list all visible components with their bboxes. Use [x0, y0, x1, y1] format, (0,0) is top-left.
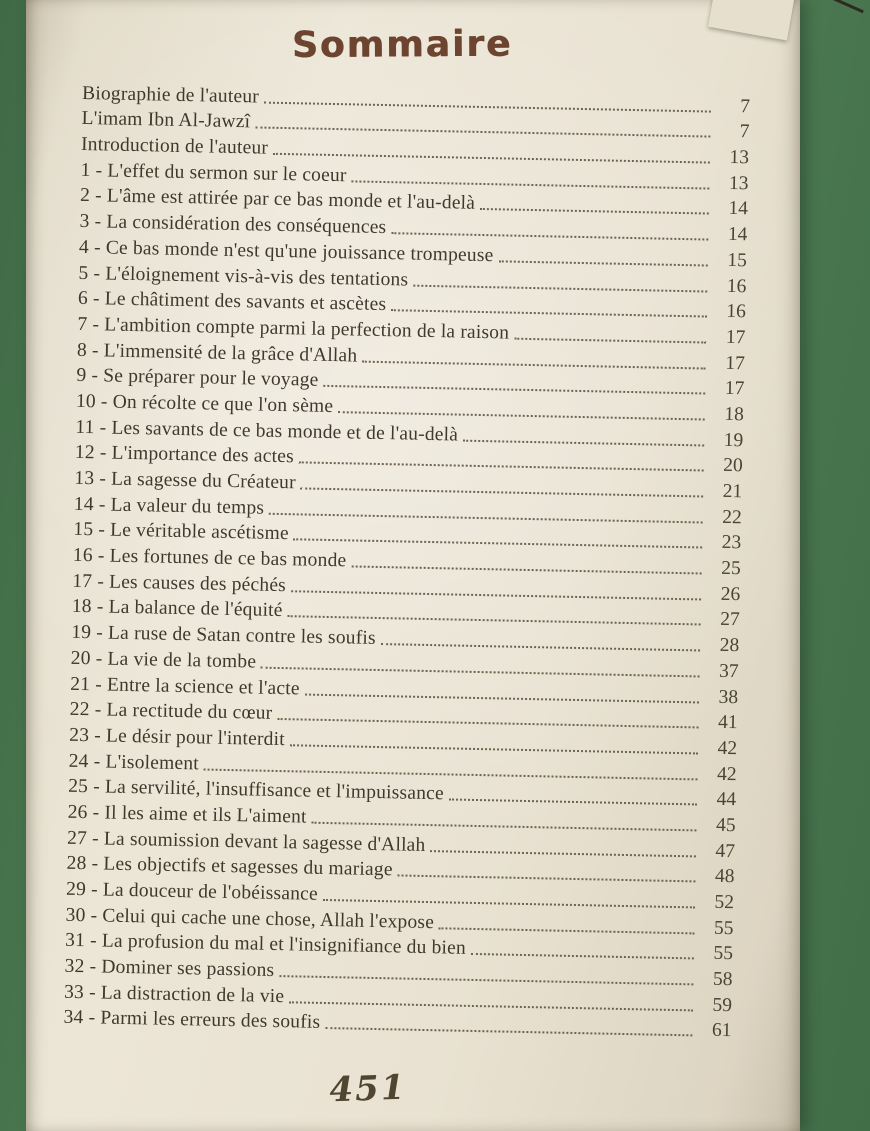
toc-entry-page-number: 19: [723, 429, 744, 451]
toc-entry-label: Biographie de l'auteur: [81, 82, 260, 108]
toc-leader-dots: [471, 953, 694, 959]
toc-entry-page-number: 44: [716, 789, 737, 811]
toc-entry-page-number: 45: [715, 814, 736, 837]
toc-leader-dots: [514, 338, 706, 344]
toc-entry-label: 28 - Les objectifs et sagesses du mariage: [66, 853, 393, 881]
toc-entry-label: 12 - L'importance des actes: [74, 442, 295, 468]
toc-leader-dots: [498, 260, 707, 266]
toc-entry-page-number: 61: [711, 1020, 732, 1042]
toc-entry-label: 19 - La ruse de Satan contre les soufis: [71, 621, 376, 650]
toc-entry-label: 8 - L'immensité de la grâce d'Allah: [76, 339, 358, 367]
toc-entry-label: 21 - Entre la science et l'acte: [70, 673, 300, 699]
toc-leader-dots: [463, 439, 704, 446]
toc-leader-dots: [439, 927, 695, 934]
toc-entry-label: 30 - Celui qui cache une chose, Allah l'expose: [65, 904, 435, 933]
toc-entry-label: 11 - Les savants de ce bas monde et de l'au-delà: [75, 416, 459, 446]
toc-entry-label: 31 - La profusion du mal et l'insignifiance du bien: [64, 930, 467, 960]
toc-entry-page-number: 42: [717, 737, 738, 760]
toc-title: Sommaire: [291, 23, 513, 67]
toc-entry-page-number: 37: [718, 660, 739, 683]
toc-entry-label: 17 - Les causes des péchés: [72, 570, 287, 596]
toc-entry-page-number: 18: [724, 403, 745, 426]
toc-entry-page-number: 47: [715, 840, 736, 862]
toc-entry-page-number: 7: [739, 121, 750, 143]
toc-leader-dots: [480, 208, 709, 215]
toc-entry-page-number: 14: [728, 198, 749, 220]
toc-entry-label: 20 - La vie de la tombe: [70, 647, 257, 673]
toc-entry-page-number: 55: [713, 943, 734, 965]
toc-entry-label: 10 - On récolte ce que l'on sème: [75, 390, 334, 417]
toc-entry-page-number: 59: [712, 994, 733, 1016]
page-content: [26, 0, 800, 1044]
toc-entry-label: 2 - L'âme est attirée par ce bas monde et l'au-delà: [79, 185, 476, 215]
toc-entry-page-number: 42: [716, 763, 737, 785]
toc-entry-label: 25 - La servilité, l'insuffisance et l'impuissance: [67, 776, 445, 805]
toc-entry-page-number: 14: [727, 224, 748, 246]
toc-entry-label: 6 - Le châtiment des savants et ascètes: [77, 288, 387, 316]
toc-entry-label: 14 - La valeur du temps: [73, 493, 265, 519]
book-page: [26, 0, 800, 1131]
toc-entry-label: 27 - La soumission devant la sagesse d'Allah: [66, 827, 426, 856]
toc-entry-page-number: 38: [718, 686, 739, 708]
toc-entry-label: 4 - Ce bas monde n'est qu'une jouissance trompeuse: [78, 236, 494, 267]
footer-page-number: 451: [328, 1067, 408, 1111]
toc-entry-page-number: 41: [717, 712, 738, 734]
toc-entry-label: 24 - L'isolement: [68, 750, 200, 774]
toc-entry-page-number: 52: [714, 891, 735, 914]
toc-entry-label: 22 - La rectitude du cœur: [69, 699, 273, 725]
toc-entry-page-number: 15: [727, 249, 748, 272]
toc-entry-page-number: 13: [729, 147, 750, 169]
toc-entry-label: 15 - Le véritable ascétisme: [73, 519, 290, 545]
toc-leader-dots: [398, 875, 696, 883]
toc-entry-page-number: 28: [719, 634, 740, 657]
toc-entry-label: 29 - La douceur de l'obéissance: [65, 878, 319, 905]
toc-entry-label: 13 - La sagesse du Créateur: [74, 467, 297, 494]
toc-entry-label: 16 - Les fortunes de ce bas monde: [72, 544, 347, 572]
toc-leader-dots: [413, 284, 707, 292]
toc-entry-label: 9 - Se préparer pour le voyage: [76, 365, 319, 391]
toc-entry-label: L'imam Ibn Al-Jawzî: [81, 108, 251, 133]
toc-entry-page-number: 48: [714, 866, 735, 888]
toc-entry-page-number: 58: [712, 968, 733, 991]
toc-entry-page-number: 23: [721, 532, 742, 554]
toc-entry-page-number: 21: [722, 480, 743, 503]
toc-entry-page-number: 7: [740, 95, 751, 118]
toc-entry-page-number: 17: [725, 352, 746, 374]
toc-entry-label: 26 - Il les aime et ils L'aiment: [67, 801, 307, 828]
toc-entry-page-number: 20: [723, 455, 743, 477]
toc-entry-label: Introduction de l'auteur: [80, 133, 269, 159]
toc-entry-label: 34 - Parmi les erreurs des soufis: [63, 1007, 321, 1034]
toc-leader-dots: [325, 1027, 692, 1036]
toc-entry-page-number: 26: [720, 583, 741, 605]
toc-entry-page-number: 17: [724, 378, 745, 400]
toc-entry-page-number: 16: [726, 275, 747, 297]
toc-entry-page-number: 17: [725, 326, 746, 349]
toc-entry-page-number: 22: [722, 506, 742, 528]
toc-entry-page-number: 55: [713, 917, 734, 939]
toc-entry-page-number: 25: [721, 557, 741, 580]
toc-leader-dots: [449, 799, 697, 806]
toc-leader-dots: [430, 850, 696, 857]
toc-entry-page-number: 13: [728, 172, 749, 195]
toc-entry-page-number: 16: [726, 301, 747, 323]
toc-entry-label: 23 - Le désir pour l'interdit: [69, 724, 286, 751]
toc-entry-label: 1 - L'effet du sermon sur le coeur: [80, 159, 347, 187]
toc-entry-label: 3 - La considération des conséquences: [79, 211, 387, 239]
toc-entry-label: 7 - L'ambition compte parmi la perfection de la raison: [77, 313, 510, 344]
toc-entry-page-number: 27: [719, 609, 740, 631]
toc-entry-label: 33 - La distraction de la vie: [63, 981, 285, 1007]
toc-entry-label: 5 - L'éloignement vis-à-vis des tentations: [78, 262, 409, 291]
toc-list: [63, 79, 750, 1043]
toc-entry-label: 32 - Dominer ses passions: [64, 955, 275, 982]
toc-entry-label: 18 - La balance de l'équité: [71, 596, 283, 622]
